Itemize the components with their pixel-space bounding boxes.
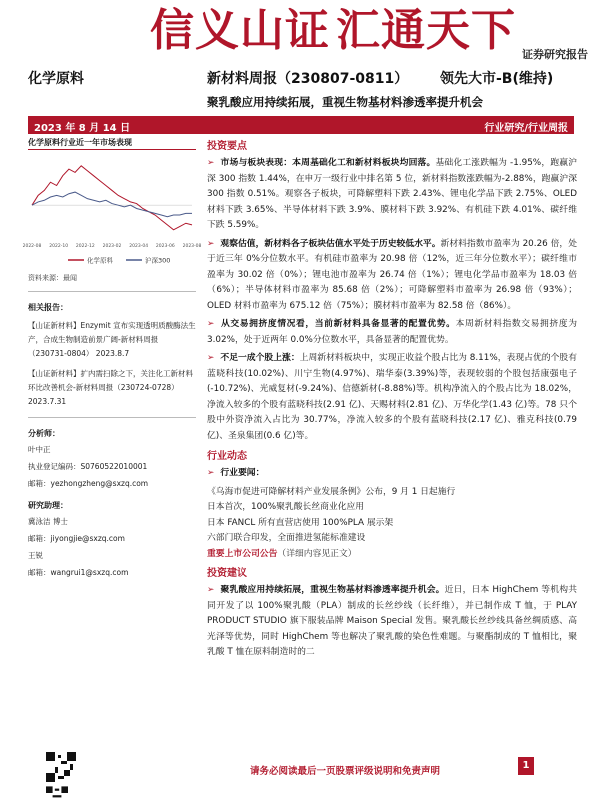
doc-type: 证券研究报告 bbox=[522, 48, 588, 61]
paragraph-valuation bbox=[207, 237, 577, 315]
related-reports-title: 相关报告： bbox=[28, 303, 68, 312]
chart-x-tick-label: 2023-06 bbox=[155, 244, 175, 249]
company-news-note: （详细内容见正文） bbox=[277, 548, 357, 559]
para-text: 新材料指数市盈率为 20.26 倍，处于近三年 0%分位数水平。有机硅市盈率为 20.98 倍（12%，近三年分位数水平）；碳纤维市盈率为 30.02 倍（0%）；锂电池市盈率为 26.74 倍（1%）；锂电化学品市盈率为 18.03 倍（6%）；半导体材料市盈率为 85.68 倍（2%）；可降解塑料市盈率为 26.98 倍（93%）；OLED 材料市盈率为 675.12 倍（75%）；膜材料市盈率为 82.58 倍（86%）。 bbox=[207, 238, 577, 311]
left-column bbox=[22, 137, 202, 579]
assistant-1-email[interactable]: 邮箱：jiyongjie@sxzq.com bbox=[28, 534, 125, 543]
para-text: 近日，日本 HighChem 等机构共同开发了以 100%聚乳酸（PLA）制成的长丝纱线（长纤维），并已制作成 T 恤，于 PLAY PRODUCT STUDIO 旗下服装品牌 Maison Special 发售。聚乳酸长丝纱线具备丝绸质感、高光泽等优势，同时 HighChem 等也解决了聚乳酸的染色性难题。与聚酯制成的 T 恤相比，聚乳酸 T 恤在原料制造时的二 bbox=[207, 585, 577, 657]
slogan-part2: 汇通天下 bbox=[336, 5, 516, 56]
analyst-email[interactable]: 邮箱：yezhongzheng@sxzq.com bbox=[28, 479, 149, 488]
analysts-title: 分析师： bbox=[28, 429, 60, 438]
qr-code-icon bbox=[46, 752, 76, 782]
news-item[interactable]: 日本 FANCL 所有直营店使用 100%PLA 展示架 bbox=[207, 517, 394, 528]
para-text: 上周新材料板块中，实现正收益个股占比为 8.11%，表现占优的个股有蓝晓科技(10.02%)、川宁生物(4.97%)、瑞华泰(3.39%)等，表现较弱的个股包括康强电子(-10.72%)、光威复材(-9.24%)、信德新材(-8.88%)等。机构净流入的个股占比为 18.02%，净流入较多的个股有蓝晓科技(2.91 亿)、天赐材料(2.81 亿)、万华化学(1.43 亿)等。78 只个股中外资净流入占比为 30.77%，净流入较多的个股有蓝晓科技(2.17 亿)、雅克科技(0.79 亿)、圣泉集团(0.6 亿)等。 bbox=[207, 353, 577, 441]
slogan-part1: 信义山证 bbox=[150, 5, 330, 56]
report-title: 新材料周报（230807-0811） bbox=[207, 71, 409, 87]
chart-svg bbox=[22, 150, 202, 268]
paragraph-crowding bbox=[207, 317, 577, 348]
divider bbox=[28, 417, 196, 418]
news-item[interactable]: 《乌海市促进可降解材料产业发展条例》公布，9 月 1 日起施行 bbox=[207, 486, 456, 497]
page-number: 1 bbox=[518, 757, 534, 775]
bullet-arrow-icon: ➢ bbox=[207, 585, 215, 595]
footer-disclaimer[interactable]: 请务必阅读最后一页股票评级说明和免责声明 bbox=[250, 766, 441, 777]
date-bar bbox=[28, 116, 574, 134]
chart-source: 资料来源：最闻 bbox=[28, 274, 77, 282]
company-news-label: 重要上市公司公告 bbox=[207, 548, 278, 559]
section-investment-advice: 投资建议 bbox=[207, 568, 247, 579]
report-type: 行业研究/行业周报 bbox=[484, 123, 568, 134]
bullet-arrow-icon: ➢ bbox=[207, 319, 215, 329]
chart-x-tick-label: 2022-10 bbox=[49, 244, 69, 249]
divider bbox=[28, 291, 196, 292]
analyst-name: 叶中正 bbox=[28, 445, 51, 454]
paragraph-stocks bbox=[207, 351, 577, 444]
paragraph-market-performance bbox=[207, 156, 577, 234]
main-content bbox=[207, 137, 577, 664]
chart-x-tick-label: 2023-02 bbox=[102, 244, 122, 249]
para-text: 基础化工涨跌幅为 -1.95%，跑赢沪深 300 指数 1.44%，在申万一级行业中排名第 5 位，新材料指数涨跌幅为-2.88%，跑赢沪深 300 指数 0.51%。观察各子板块，可降解塑料下跌 2.43%、锂电化学品下跌 2.75%、OLED 材料下跌 3.65%、半导体材料下跌 3.9%、膜材料下跌 3.92%、有机硅下跌 4.01%、碳纤维下跌 5.59%。 bbox=[207, 158, 577, 230]
report-subtitle: 聚乳酸应用持续拓展，重视生物基材料渗透率提升机会 bbox=[207, 95, 483, 109]
section-industry-news: 行业动态 bbox=[207, 451, 247, 462]
chart-x-tick-label: 2022-12 bbox=[75, 244, 95, 249]
related-report-1[interactable]: 【山证新材料】Enzymit 宣布实现透明质酸酶法生产，合成生物制造前景广阔-新材料周报（230731-0804） 2023.8.7 bbox=[28, 321, 196, 358]
performance-chart bbox=[22, 149, 202, 267]
bullet-arrow-icon: ➢ bbox=[207, 158, 215, 168]
chart-legend-label: 化学原料 bbox=[87, 256, 113, 265]
rating-label: 领先大市-B(维持) bbox=[440, 71, 554, 87]
chart-title: 化学原料行业近一年市场表现 bbox=[28, 138, 132, 147]
para-lead: 观察估值，新材料各子板块估值水平处于历史较低水平。 bbox=[220, 238, 441, 249]
news-title-row bbox=[207, 466, 577, 482]
para-lead: 聚乳酸应用持续拓展，重视生物基材料渗透率提升机会。 bbox=[220, 585, 445, 595]
bullet-arrow-icon: ➢ bbox=[207, 353, 215, 363]
para-lead: 不足一成个股上涨： bbox=[220, 353, 300, 363]
assistant-2-email[interactable]: 邮箱：wangrui1@sxzq.com bbox=[28, 568, 129, 577]
related-report-2[interactable]: 【山证新材料】扩内需扫除之下，关注化工新材料环比改善机会-新材料周报（230724-0728） 2023.7.31 bbox=[28, 369, 193, 406]
company-announcements-link[interactable] bbox=[207, 547, 577, 563]
analyst-cert: 执业登记编码：S0760522010001 bbox=[28, 462, 148, 471]
chart-x-tick-label: 2022-08 bbox=[22, 244, 42, 249]
chart-series-line-2 bbox=[32, 192, 192, 217]
chart-series-line-1 bbox=[32, 166, 192, 230]
sector-label: 化学原料 bbox=[28, 71, 84, 87]
assistant-2-name: 王锐 bbox=[28, 551, 43, 560]
para-lead: 从交易拥挤度情况看，当前新材料具备显著的配置优势。 bbox=[220, 319, 456, 329]
chart-x-tick-label: 2023-08 bbox=[182, 244, 202, 249]
chart-x-tick-label: 2023-04 bbox=[129, 244, 149, 249]
para-text: 本周新材料指数交易拥挤度为 3.02%，处于近两年 0.0%分位数水平，具备显著的配置优势。 bbox=[207, 319, 577, 345]
assistant-1-name: 冀泳洁 博士 bbox=[28, 517, 68, 526]
paragraph-pla bbox=[207, 583, 577, 661]
qr-code-icon-2 bbox=[46, 786, 68, 800]
section-investment-highlights: 投资要点 bbox=[207, 141, 247, 152]
para-lead: 市场与板块表现：本周基础化工和新材料板块均回落。 bbox=[220, 158, 436, 168]
bullet-arrow-icon: ➢ bbox=[207, 468, 215, 478]
news-title: 行业要闻： bbox=[220, 468, 265, 478]
report-date: 2023 年 8 月 14 日 bbox=[34, 123, 131, 134]
bullet-arrow-icon: ➢ bbox=[207, 238, 215, 249]
assistants-title: 研究助理： bbox=[28, 501, 68, 510]
chart-legend-label: 沪深300 bbox=[145, 256, 171, 265]
news-item[interactable]: 六部门联合印发，全面推进氢能标准建设 bbox=[207, 533, 366, 543]
news-item[interactable]: 日本首次，100%聚乳酸长丝商业化应用 bbox=[207, 502, 365, 512]
brand-slogan bbox=[150, 0, 516, 58]
